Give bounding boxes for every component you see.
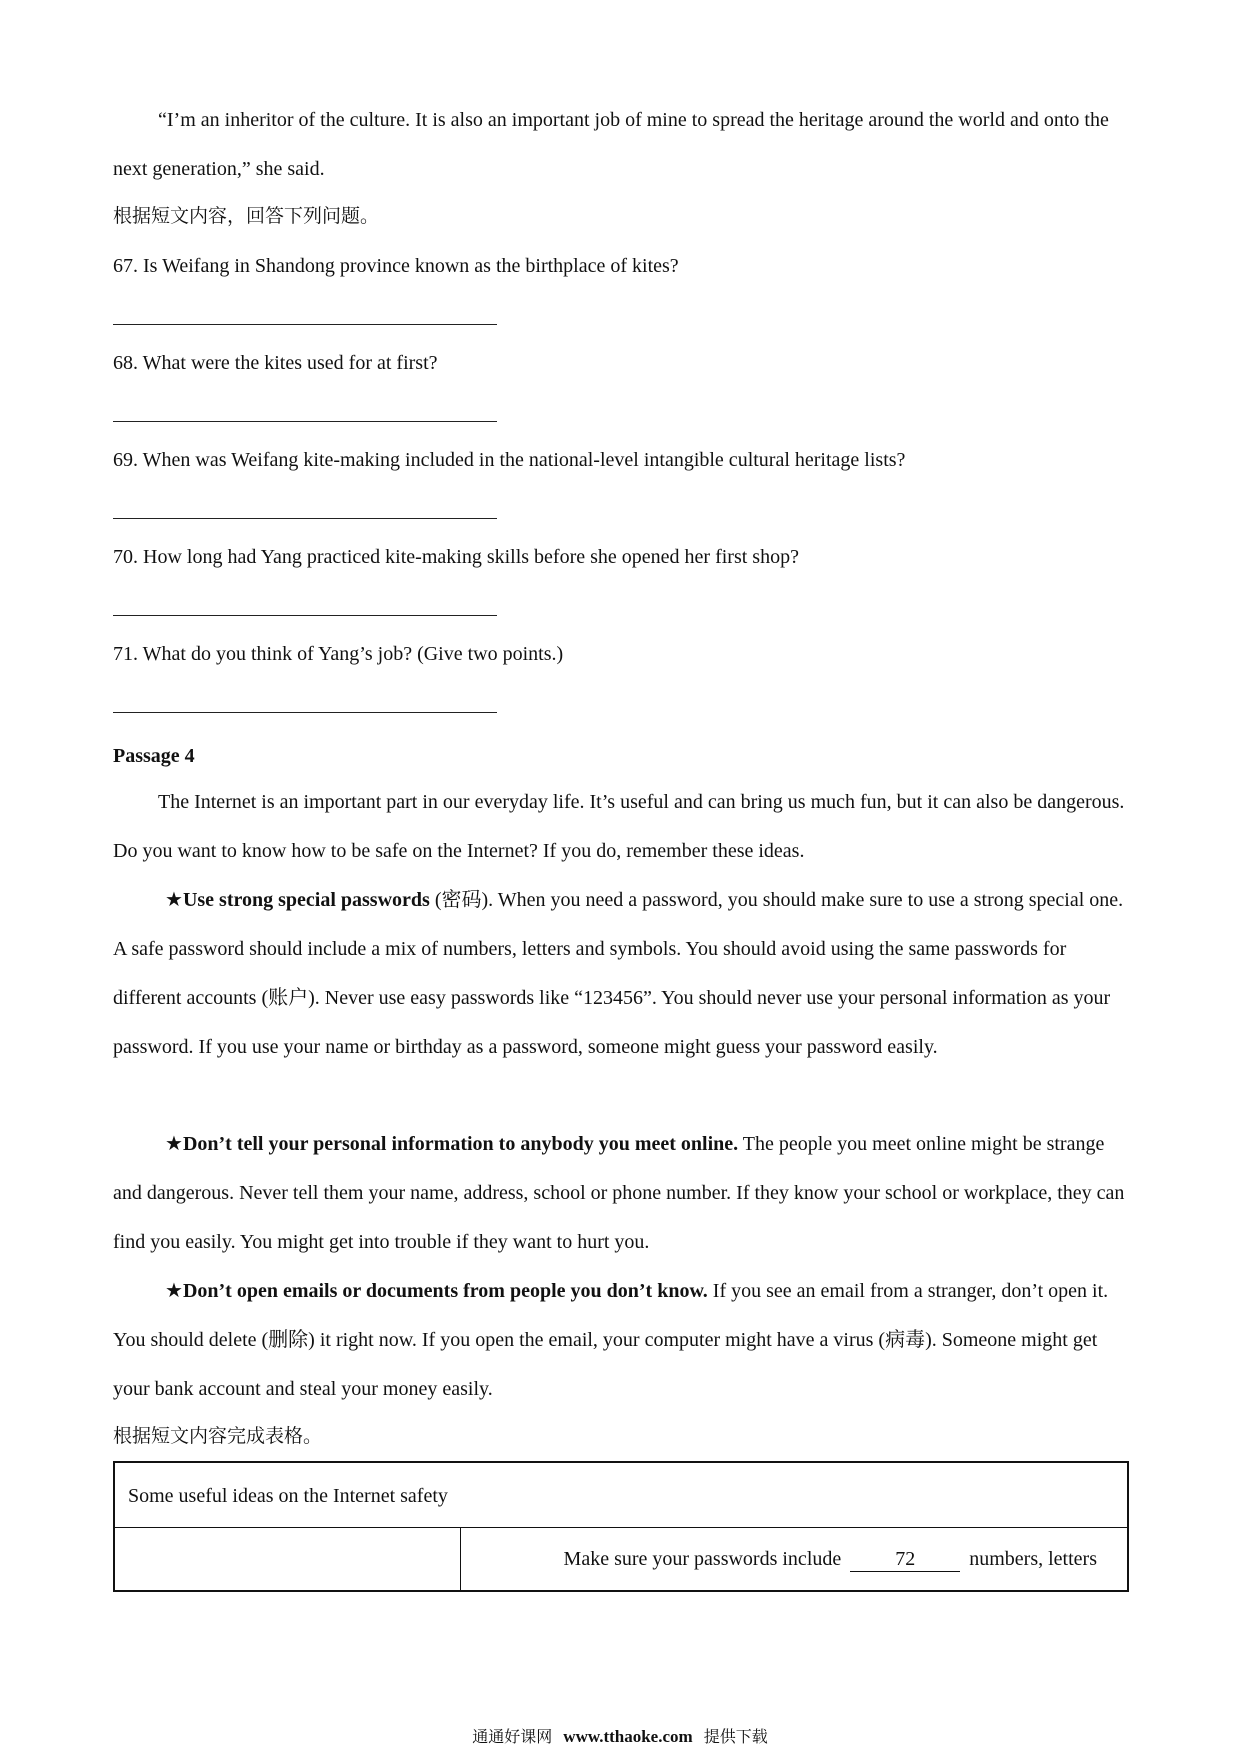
table-header-cell: Some useful ideas on the Internet safety xyxy=(115,1463,1127,1528)
instruction-questions: 根据短文内容，回答下列问题。 xyxy=(113,205,380,227)
star-icon: ★ xyxy=(165,889,183,911)
footer-download-text: 提供下载 xyxy=(703,1727,768,1746)
question-70: 70. How long had Yang practiced kite-making skills before she opened her first shop? xyxy=(113,546,799,568)
footer-site-name: 通通好课网 xyxy=(472,1727,553,1746)
star-icon: ★ xyxy=(165,1133,183,1155)
tip-personal-info xyxy=(113,1120,1133,1267)
passage-intro: The Internet is an important part in our everyday life. It’s useful and can bring us much fun, but it can also be dangerous. Do you want to know how to be safe on the Internet? If you do, remember these ideas. xyxy=(113,791,1125,862)
tip-heading: Don’t open emails or documents from people you don’t know. xyxy=(182,1280,708,1302)
tip-body: If you see an email from a stranger, don’t open it. You should delete (删除) it right now. If you open the email, your computer might have a virus (病毒). Someone might get your bank account and steal your money easily. xyxy=(113,1280,1109,1400)
tip-body: The people you meet online might be strange and dangerous. Never tell them your name, address, school or phone number. If they know your school or workplace, they can find you easily. You might get into trouble if they want to hurt you. xyxy=(113,1133,1125,1253)
tip-body: (密码). When you need a password, you should make sure to use a strong special one. A safe password should include a mix of numbers, letters and symbols. You should avoid using the same passwords for different accounts (账户). Never use easy passwords like “123456”. You should never use your personal information as your password. If you use your name or birthday as a password, someone might guess your password easily. xyxy=(113,889,1124,1058)
passage-title: Passage 4 xyxy=(113,745,195,767)
tip-passwords xyxy=(113,876,1133,1072)
tip-heading: Don’t tell your personal information to anybody you meet online. xyxy=(182,1133,739,1155)
footer-url[interactable]: www.tthaoke.com xyxy=(563,1727,693,1746)
instruction-table: 根据短文内容完成表格。 xyxy=(113,1425,323,1447)
answer-line-70[interactable] xyxy=(113,615,497,616)
tip-heading: Use strong special passwords xyxy=(182,889,430,911)
question-67: 67. Is Weifang in Shandong province known as the birthplace of kites? xyxy=(113,255,679,277)
answer-line-67[interactable] xyxy=(113,324,497,325)
table-cell-right xyxy=(461,1528,1127,1590)
table-cell-left xyxy=(115,1528,461,1590)
question-69: 69. When was Weifang kite-making included in the national-level intangible cultural heritage lists? xyxy=(113,449,906,471)
table-cell-text: Make sure your passwords include xyxy=(563,1548,842,1570)
safety-table xyxy=(113,1461,1129,1592)
answer-line-68[interactable] xyxy=(113,421,497,422)
quote-paragraph: “I’m an inheritor of the culture. It is also an important job of mine to spread the heritage around the world and onto the next generation,” she said. xyxy=(113,109,1109,180)
blank-72[interactable]: 72 xyxy=(850,1547,960,1572)
question-71: 71. What do you think of Yang’s job? (Give two points.) xyxy=(113,643,564,665)
tip-emails xyxy=(113,1267,1133,1414)
table-cell-text: numbers, letters xyxy=(969,1548,1097,1570)
star-icon: ★ xyxy=(165,1280,183,1302)
question-68: 68. What were the kites used for at first? xyxy=(113,352,438,374)
answer-line-69[interactable] xyxy=(113,518,497,519)
answer-line-71[interactable] xyxy=(113,712,497,713)
page-footer xyxy=(0,1725,1240,1749)
